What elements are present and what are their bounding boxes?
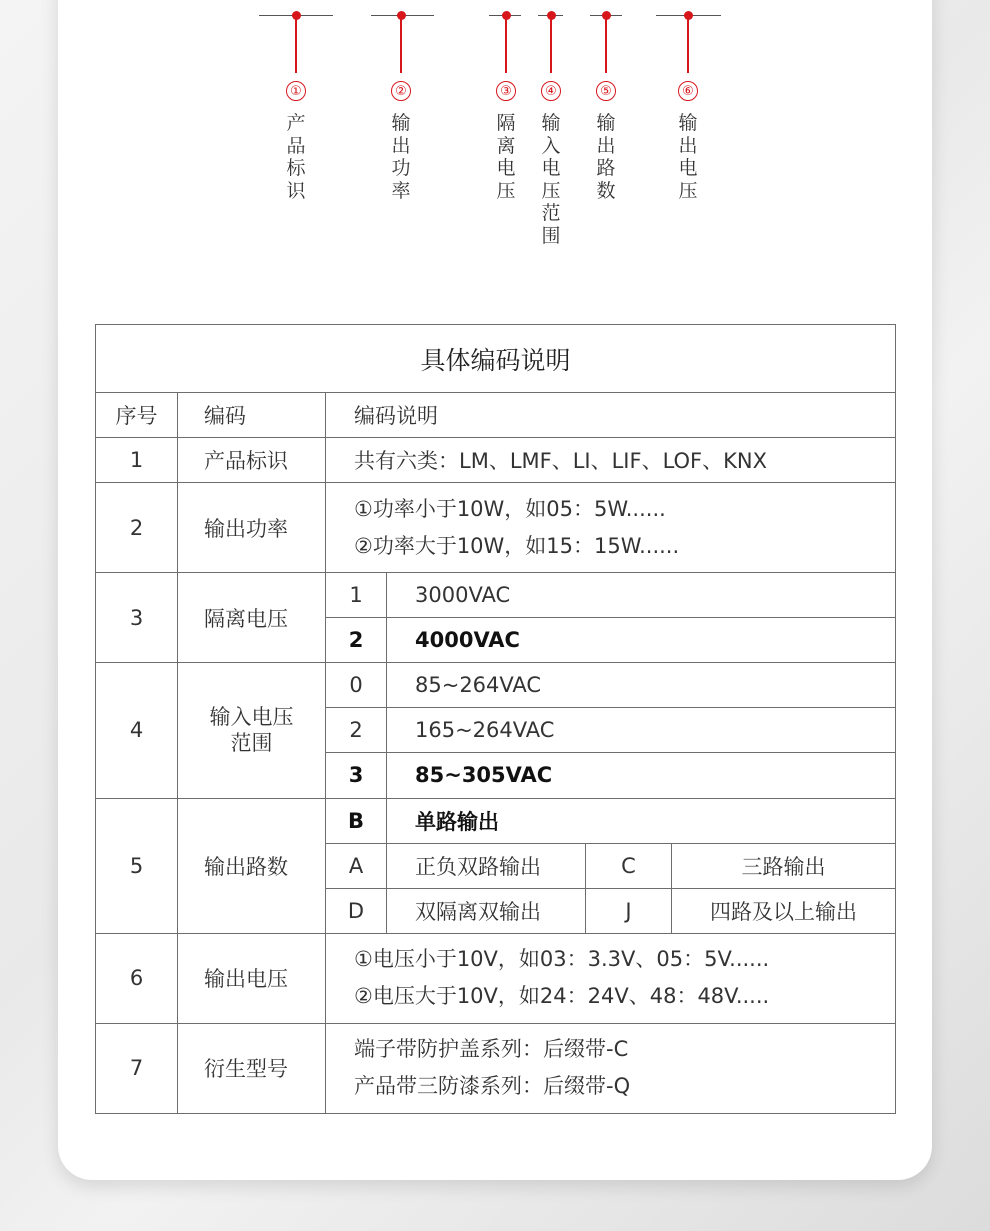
row2-desc [326,483,896,573]
header-code: 编码 [178,393,326,438]
pointer-dot-1 [292,11,301,20]
code-spec-table [95,324,896,1114]
item-number-1: ① [286,81,306,101]
header-desc: 编码说明 [326,393,896,438]
row4-opt2-key: 2 [326,708,387,753]
row3-opt1-val: 3000VAC [387,573,896,618]
item-number-5: ⑤ [596,81,616,101]
row4-code-line1: 输入电压 [209,705,294,730]
model-code-diagram [0,0,990,300]
row5-b-val: 单路输出 [387,798,896,843]
row5-b-key: B [326,798,387,843]
item-number-3: ③ [496,81,516,101]
row2-seq: 2 [96,483,178,573]
pointer-dot-5 [602,11,611,20]
pointer-line-2 [400,15,402,73]
row5-a-val: 正负双路输出 [387,843,586,888]
header-seq: 序号 [96,393,178,438]
table-row [96,933,896,1023]
item-number-6: ⑥ [678,81,698,101]
row5-j-key: J [586,888,672,933]
row6-desc [326,933,896,1023]
row5-c-key: C [586,843,672,888]
row7-seq: 7 [96,1023,178,1113]
pointer-dot-4 [547,11,556,20]
row3-opt2-key: 2 [326,618,387,663]
table-row [96,438,896,483]
table-title: 具体编码说明 [96,325,896,393]
table-row [96,663,896,708]
pointer-dot-6 [684,11,693,20]
table-title-row [96,325,896,393]
row4-code-line2: 范围 [230,731,273,756]
row1-seq: 1 [96,438,178,483]
row1-code: 产品标识 [178,438,326,483]
row3-seq: 3 [96,573,178,663]
row2-desc-line1: ①功率小于10W，如05：5W...... [354,496,666,521]
row5-d-key: D [326,888,387,933]
pointer-dot-3 [502,11,511,20]
row5-d-val: 双隔离双输出 [387,888,586,933]
table-row [96,483,896,573]
row7-desc [326,1023,896,1113]
row4-code [178,663,326,798]
row2-code: 输出功率 [178,483,326,573]
table-header-row [96,393,896,438]
row5-code: 输出路数 [178,798,326,933]
row4-opt3-val: 85~305VAC [387,753,896,798]
row3-opt1-key: 1 [326,573,387,618]
table-row [96,1023,896,1113]
pointer-line-3 [505,15,507,73]
row6-desc-line1: ①电压小于10V，如03：3.3V、05：5V...... [354,947,770,972]
item-label-1: 产品标识 [286,112,306,202]
row4-opt2-val: 165~264VAC [387,708,896,753]
table-row [96,798,896,843]
row4-seq: 4 [96,663,178,798]
row6-desc-line2: ②电压大于10V，如24：24V、48：48V..... [354,984,770,1009]
item-label-3: 隔离电压 [496,112,516,202]
row3-opt2-val: 4000VAC [387,618,896,663]
item-label-6: 输出电压 [678,112,698,202]
item-label-2: 输出功率 [391,112,411,202]
row1-desc: 共有六类：LM、LMF、LI、LIF、LOF、KNX [326,438,896,483]
item-label-5: 输出路数 [596,112,616,202]
row5-j-val: 四路及以上输出 [672,888,896,933]
pointer-dot-2 [397,11,406,20]
pointer-line-6 [687,15,689,73]
row3-code: 隔离电压 [178,573,326,663]
row7-code: 衍生型号 [178,1023,326,1113]
row4-opt1-val: 85~264VAC [387,663,896,708]
row5-a-key: A [326,843,387,888]
item-label-4: 输入电压范围 [541,112,561,247]
row2-desc-line2: ②功率大于10W，如15：15W...... [354,533,680,558]
row7-desc-line1: 端子带防护盖系列：后缀带-C [354,1037,629,1062]
table-row [96,573,896,618]
pointer-line-1 [295,15,297,73]
item-number-2: ② [391,81,411,101]
row5-c-val: 三路输出 [672,843,896,888]
item-number-4: ④ [541,81,561,101]
row7-desc-line2: 产品带三防漆系列：后缀带-Q [354,1074,631,1099]
row4-opt3-key: 3 [326,753,387,798]
row6-code: 输出电压 [178,933,326,1023]
row6-seq: 6 [96,933,178,1023]
row4-opt1-key: 0 [326,663,387,708]
pointer-line-5 [605,15,607,73]
pointer-line-4 [550,15,552,73]
row5-seq: 5 [96,798,178,933]
